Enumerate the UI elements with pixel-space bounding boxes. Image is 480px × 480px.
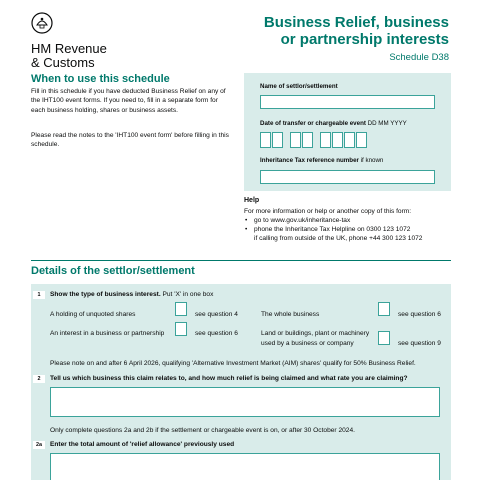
question-2a-bold: Enter the total amount of 'relief allowance' previously used (50, 441, 235, 448)
settlor-name-label (260, 83, 338, 90)
date-label-text: Date of transfer or chargeable event (260, 120, 366, 127)
settlor-name-field[interactable] (260, 95, 435, 109)
help-bullet-website (246, 216, 350, 225)
crest-icon (31, 12, 53, 34)
question-2-text (50, 374, 408, 383)
option-interest-ref: see question 6 (195, 330, 238, 337)
option-interest-checkbox[interactable] (175, 322, 187, 336)
question-1-number: 1 (33, 291, 45, 299)
help-bullet-phone (246, 225, 422, 243)
date-year-digit-4[interactable] (356, 132, 367, 148)
help-bullet-phone-text: • phone the Inheritance Tax Helpline on 0300 123 1072 (254, 226, 411, 233)
option-whole-ref: see question 6 (398, 311, 441, 318)
option-unquoted-checkbox[interactable] (175, 302, 187, 316)
intro-paragraph-2: Please read the notes to the 'IHT100 event form' before filling in this schedule. (31, 132, 229, 149)
settlor-name-label-text: Name of settlor/settlement (260, 83, 338, 90)
option-land-ref: see question 9 (398, 340, 441, 347)
intro-paragraph-1: Fill in this schedule if you have deducted Business Relief on any of the IHT100 event forms. If you need to, fill in a separate form for each business holding, shares or business assets. (31, 88, 226, 114)
iht-ref-label-text: Inheritance Tax reference number (260, 157, 359, 164)
question-2-answer-box[interactable] (50, 387, 440, 417)
question-2a-answer-box[interactable] (50, 453, 440, 480)
question-1-bold: Show the type of business interest. (50, 291, 161, 298)
date-year-digit-2[interactable] (332, 132, 343, 148)
iht-ref-field[interactable] (260, 170, 435, 184)
section-divider (31, 260, 451, 261)
date-month-digit-1[interactable] (290, 132, 301, 148)
schedule-number: Schedule D38 (389, 52, 449, 63)
org-name-line1: HM Revenue (31, 41, 107, 56)
date-label (260, 120, 407, 127)
help-bullet-website-text: • go to www.gov.uk/inheritance-tax (254, 217, 351, 224)
when-to-use-heading: When to use this schedule (31, 73, 170, 85)
question-2-number: 2 (33, 375, 45, 383)
question-2-note: Only complete questions 2a and 2b if the settlement or chargeable event is on, or after 30 October 2024. (50, 427, 355, 434)
option-land-label-1: Land or buildings, plant or machinery (261, 330, 370, 337)
question-1-rest: Put 'X' in one box (160, 291, 214, 298)
question-2a-number: 2a (33, 441, 45, 449)
help-bullet-phone-overseas: if calling from outside of the UK, phone +44 300 123 1072 (254, 235, 423, 242)
option-whole-label: The whole business (261, 311, 320, 318)
form-title-line1: Business Relief, business (263, 14, 449, 31)
form-title-line2: or partnership interests (280, 31, 449, 48)
date-format-hint: DD MM YYYY (367, 120, 407, 127)
iht-ref-suffix: if known (360, 157, 384, 164)
help-intro: For more information or help or another copy of this form: (244, 208, 412, 215)
option-whole-checkbox[interactable] (378, 302, 390, 316)
section-title: Details of the settlor/settlement (31, 265, 195, 277)
question-2-bold: Tell us which business this claim relates to, and how much relief is being claimed and what rate you are claiming? (50, 375, 408, 382)
option-unquoted-label: A holding of unquoted shares (50, 311, 136, 318)
aim-note: Please note on and after 6 April 2026, qualifying 'Alternative Investment Market (AIM) shares' qualify for 50% Business Relief. (50, 360, 416, 367)
date-day-digit-1[interactable] (260, 132, 271, 148)
date-day-digit-2[interactable] (272, 132, 283, 148)
option-interest-label: An interest in a business or partnership (50, 330, 165, 337)
option-unquoted-ref: see question 4 (195, 311, 238, 318)
hmrc-logo (31, 12, 131, 70)
question-1-text (50, 290, 213, 299)
date-month-digit-2[interactable] (302, 132, 313, 148)
help-heading: Help (244, 197, 260, 204)
date-year-digit-1[interactable] (320, 132, 331, 148)
option-land-label-2: used by a business or company (261, 340, 354, 347)
option-land-checkbox[interactable] (378, 331, 390, 345)
question-2a-text (50, 440, 234, 449)
iht-ref-label (260, 157, 383, 164)
date-year-digit-3[interactable] (344, 132, 355, 148)
org-name-line2: & Customs (31, 55, 95, 70)
form-title (219, 14, 449, 48)
